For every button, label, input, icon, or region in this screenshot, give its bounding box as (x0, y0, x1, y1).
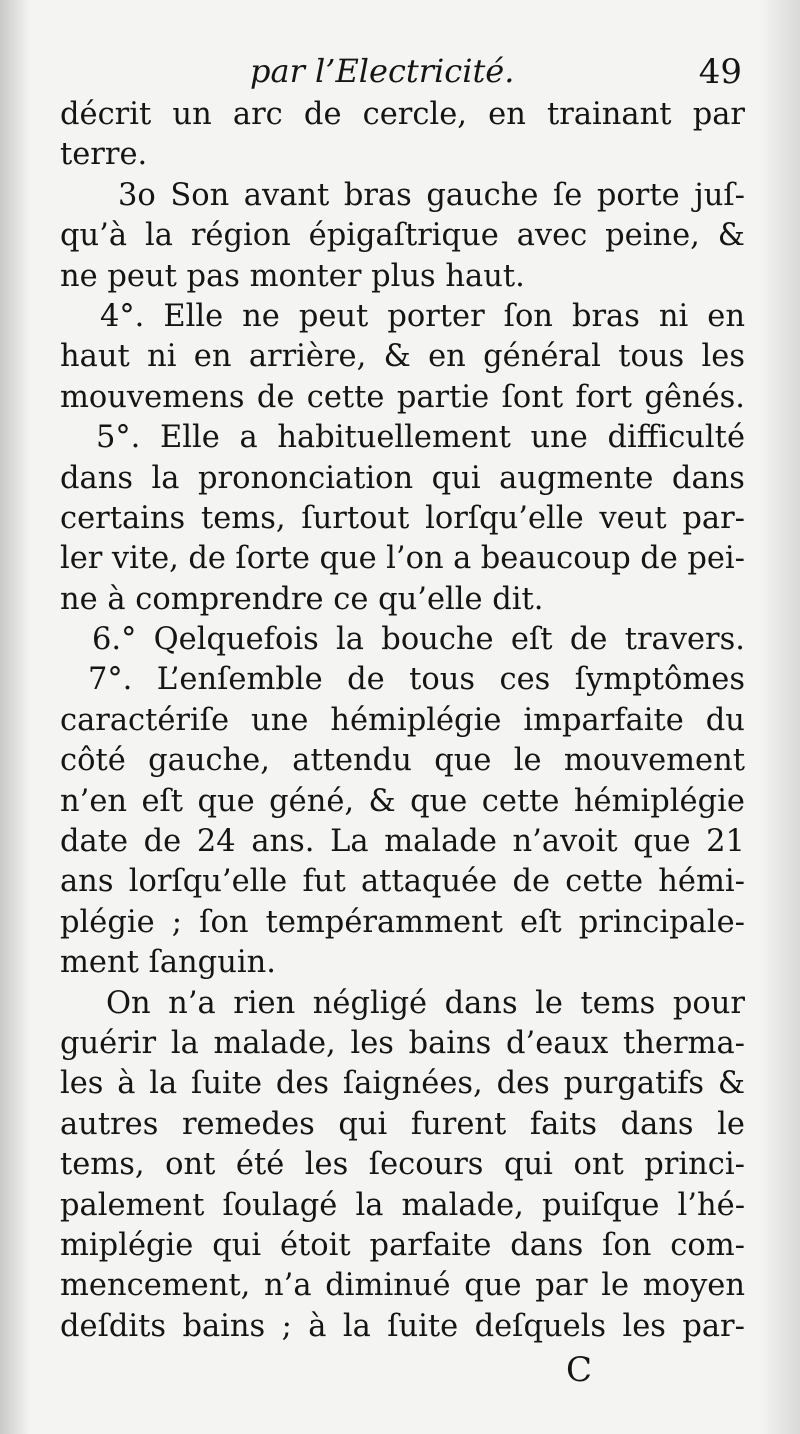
running-head (0, 52, 800, 94)
text-line: dans la prononciation qui augmente dans (60, 460, 745, 496)
signature-mark: C (566, 1350, 593, 1390)
running-title: par l’Electricité. (250, 52, 515, 90)
text-line: deſdits bains ; à la ſuite deſquels les par- (60, 1308, 745, 1344)
text-line: caractériſe une hémiplégie imparfaite du (60, 702, 745, 738)
text-line: les à la ſuite des ſaignées, des purgatifs & (60, 1066, 745, 1102)
text-line: qu’à la région épigaſtrique avec peine, & (60, 218, 745, 254)
text-line: miplégie qui étoit parfaite dans ſon com- (60, 1227, 745, 1263)
text-line: terre. (60, 137, 148, 173)
text-line: mencement, n’a diminué que par le moyen (60, 1268, 745, 1304)
text-line: 7°. L’enſemble de tous ces ſymptômes (88, 662, 745, 698)
text-line: 3o Son avant bras gauche ſe porte juſ- (118, 177, 745, 213)
text-line: ans lorſqu’elle fut attaquée de cette hémi- (60, 864, 745, 900)
text-line: On n’a rien négligé dans le tems pour (106, 985, 745, 1021)
text-line: certains tems, ſurtout lorſqu’elle veut par- (60, 500, 745, 536)
text-line: date de 24 ans. La malade n’avoit que 21 (60, 824, 745, 860)
text-line: ne à comprendre ce qu’elle dit. (60, 581, 544, 617)
text-line: décrit un arc de cercle, en trainant par (60, 97, 745, 132)
text-line: haut ni en arrière, & en général tous les (60, 339, 745, 375)
text-line: ne peut pas monter plus haut. (60, 258, 525, 294)
text-line: autres remedes qui furent faits dans le (60, 1106, 745, 1142)
text-line: plégie ; ſon tempéramment eſt principale- (60, 904, 745, 940)
text-line: guérir la malade, les bains d’eaux therma- (60, 1025, 745, 1061)
text-line: palement ſoulagé la malade, puiſque l’hé- (60, 1187, 745, 1223)
text-line: tems, ont été les ſecours qui ont princi- (60, 1147, 745, 1183)
text-line: 4°. Elle ne peut porter ſon bras ni en (100, 298, 745, 334)
text-line: ler vite, de ſorte que l’on a beaucoup de pei- (60, 541, 745, 577)
text-line: ment ſanguin. (60, 945, 276, 981)
text-line: mouvemens de cette partie ſont fort gênés. (60, 379, 745, 415)
body-text (60, 95, 745, 1347)
text-line: 6.° Qelquefois la bouche eſt de travers. (92, 622, 745, 658)
text-line: 5°. Elle a habituellement une difficulté (96, 420, 745, 456)
text-line: côté gauche, attendu que le mouvement (60, 743, 745, 779)
page-number: 49 (698, 52, 742, 92)
text-line: n’en eſt que géné, & que cette hémiplégie (60, 783, 745, 819)
